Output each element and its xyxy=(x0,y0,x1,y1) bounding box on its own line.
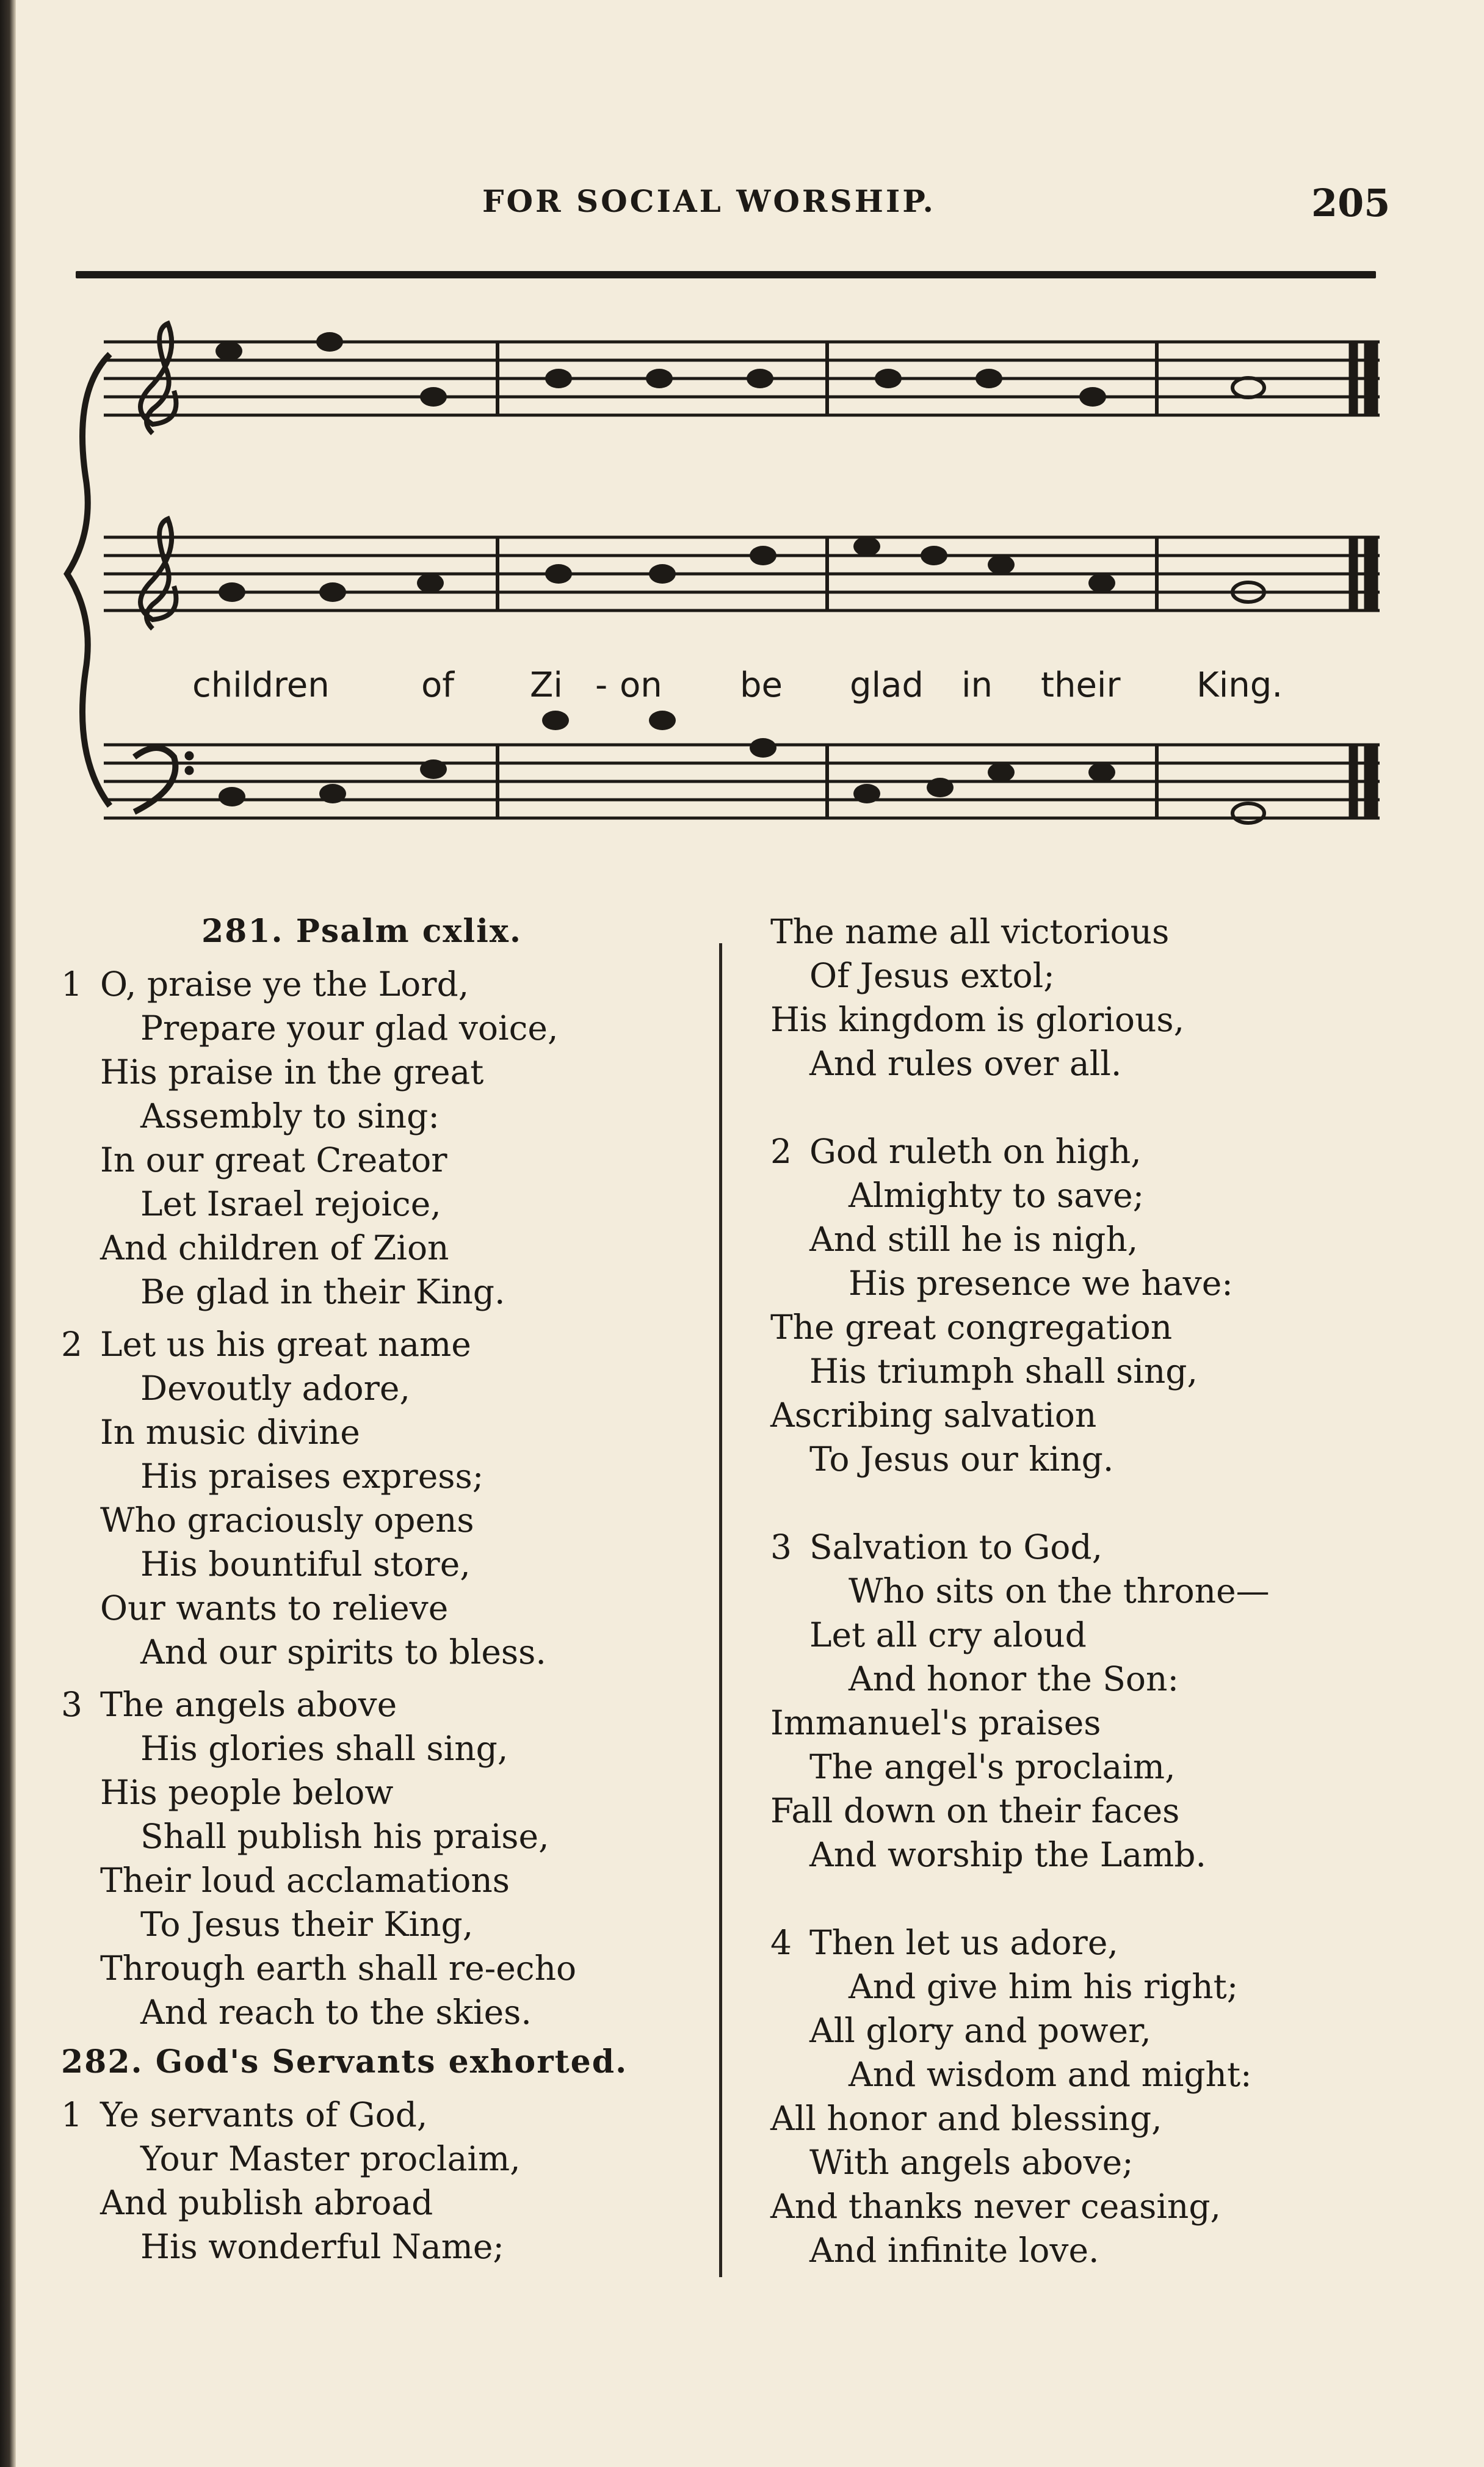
verse-line: The angel's proclaim, xyxy=(809,1747,1176,1786)
verse-line: Who graciously opens xyxy=(100,1501,474,1540)
verse-line: With angels above; xyxy=(809,2143,1134,2182)
verse-line: And infinite love. xyxy=(809,2231,1099,2270)
treble-staff-1 xyxy=(104,342,1380,415)
book-spine-edge xyxy=(0,0,16,2467)
page-number: 205 xyxy=(1311,181,1391,225)
music-lyrics xyxy=(0,665,1484,708)
verse-line: 3 The angels above xyxy=(61,1683,714,1726)
verse-line: And honor the Son: xyxy=(849,1659,1179,1698)
verse-line: In music divine xyxy=(100,1413,360,1452)
verse-line: Through earth shall re-echo xyxy=(100,1949,577,1988)
verse-line: Our wants to relieve xyxy=(100,1589,449,1628)
final-barlines xyxy=(1349,342,1378,818)
verse-number: 3 xyxy=(61,1685,82,1724)
verse-line: Be glad in their King. xyxy=(140,1272,505,1311)
verse-line: 4 Then let us adore, xyxy=(770,1921,1442,1965)
lyric-syllable: glad xyxy=(850,665,924,705)
verse-line: Of Jesus extol; xyxy=(809,956,1055,995)
verse-line: His bountiful store, xyxy=(140,1545,471,1584)
verse-number: 2 xyxy=(61,1325,82,1364)
verse-line: To Jesus their King, xyxy=(140,1905,474,1944)
bar-lines xyxy=(498,342,1157,818)
verse-line: And worship the Lamb. xyxy=(809,1835,1206,1874)
verse-line: All glory and power, xyxy=(809,2011,1151,2050)
verse-number: 2 xyxy=(770,1132,792,1171)
lyric-syllable: King. xyxy=(1196,665,1283,705)
lyric-syllable: be xyxy=(740,665,783,705)
verse-line: Devoutly adore, xyxy=(140,1369,410,1408)
verse-line: 3 Salvation to God, xyxy=(770,1525,1442,1569)
verse-line: And our spirits to bless. xyxy=(140,1632,546,1672)
verse-line: Fall down on their faces xyxy=(770,1791,1180,1830)
column-divider xyxy=(719,943,722,2277)
verse-line: 1 Ye servants of God, xyxy=(61,2093,714,2137)
system-brace xyxy=(67,354,110,806)
verse-line: 2 God ruleth on high, xyxy=(770,1129,1442,1173)
verse-line: In our great Creator xyxy=(100,1140,447,1179)
verse-line: Who sits on the throne— xyxy=(849,1571,1270,1610)
verse-line: To Jesus our king. xyxy=(809,1440,1114,1479)
verse-line: Almighty to save; xyxy=(849,1176,1145,1215)
verse-line: And thanks never ceasing, xyxy=(770,2187,1222,2226)
verse-line: Your Master proclaim, xyxy=(140,2139,521,2178)
verse-number: 3 xyxy=(770,1527,792,1567)
verse-line: All honor and blessing, xyxy=(770,2099,1162,2138)
right-column xyxy=(770,910,1442,2272)
verse-line: Shall publish his praise, xyxy=(140,1817,549,1856)
treble-staff-2 xyxy=(104,537,1380,610)
verse-line: His presence we have: xyxy=(849,1264,1233,1303)
music-score xyxy=(61,317,1416,867)
lyric-syllable: on xyxy=(620,665,662,705)
verse-line: His praises express; xyxy=(140,1457,484,1496)
lyric-syllable: in xyxy=(961,665,993,705)
verse-number: 1 xyxy=(61,965,82,1004)
header-rule xyxy=(76,271,1376,278)
verse-line: The great congregation xyxy=(770,1308,1173,1347)
running-head xyxy=(0,183,1484,232)
verse-line: His triumph shall sing, xyxy=(809,1352,1198,1391)
bass-staff xyxy=(104,745,1380,818)
hymn-282-title: 282. God's Servants exhorted. xyxy=(61,2043,628,2081)
verse-line: Their loud acclamations xyxy=(100,1861,510,1900)
running-title: FOR SOCIAL WORSHIP. xyxy=(482,183,936,219)
verse-line: His glories shall sing, xyxy=(140,1729,509,1768)
lyric-syllable: - xyxy=(595,665,608,705)
verse-line: The name all victorious xyxy=(770,912,1170,951)
verse-line: And reach to the skies. xyxy=(140,1993,532,2032)
verse-line: 2 Let us his great name xyxy=(61,1322,714,1366)
verse-line: Let Israel rejoice, xyxy=(140,1184,441,1223)
verse-line: And children of Zion xyxy=(100,1228,449,1267)
verse-line: Immanuel's praises xyxy=(770,1703,1101,1742)
verse-number: 1 xyxy=(61,2095,82,2134)
verse-line: And wisdom and might: xyxy=(849,2055,1252,2094)
verse-line: Prepare your glad voice, xyxy=(140,1009,559,1048)
hymn-281-title: 281. Psalm cxlix. xyxy=(201,913,522,950)
verse-line: And publish abroad xyxy=(100,2183,433,2222)
verse-line: Let all cry aloud xyxy=(809,1615,1087,1654)
verse-line: His wonderful Name; xyxy=(140,2227,504,2266)
note-heads xyxy=(215,332,1264,823)
verse-line: His people below xyxy=(100,1773,394,1812)
verse-line: Ascribing salvation xyxy=(770,1396,1097,1435)
lyric-syllable: their xyxy=(1041,665,1121,705)
verse-line: His kingdom is glorious, xyxy=(770,1000,1185,1039)
verse-number: 4 xyxy=(770,1923,792,1962)
lyric-syllable: of xyxy=(421,665,454,705)
verse-line: And give him his right; xyxy=(849,1967,1239,2006)
verse-line: Assembly to sing: xyxy=(140,1096,440,1136)
lyric-syllable: Zi xyxy=(530,665,563,705)
left-column xyxy=(61,910,714,2269)
verse-line: And still he is nigh, xyxy=(809,1220,1138,1259)
verse-line: And rules over all. xyxy=(809,1044,1122,1083)
verse-line: His praise in the great xyxy=(100,1052,484,1092)
lyric-syllable: children xyxy=(192,665,330,705)
verse-line: 1 O, praise ye the Lord, xyxy=(61,962,714,1006)
